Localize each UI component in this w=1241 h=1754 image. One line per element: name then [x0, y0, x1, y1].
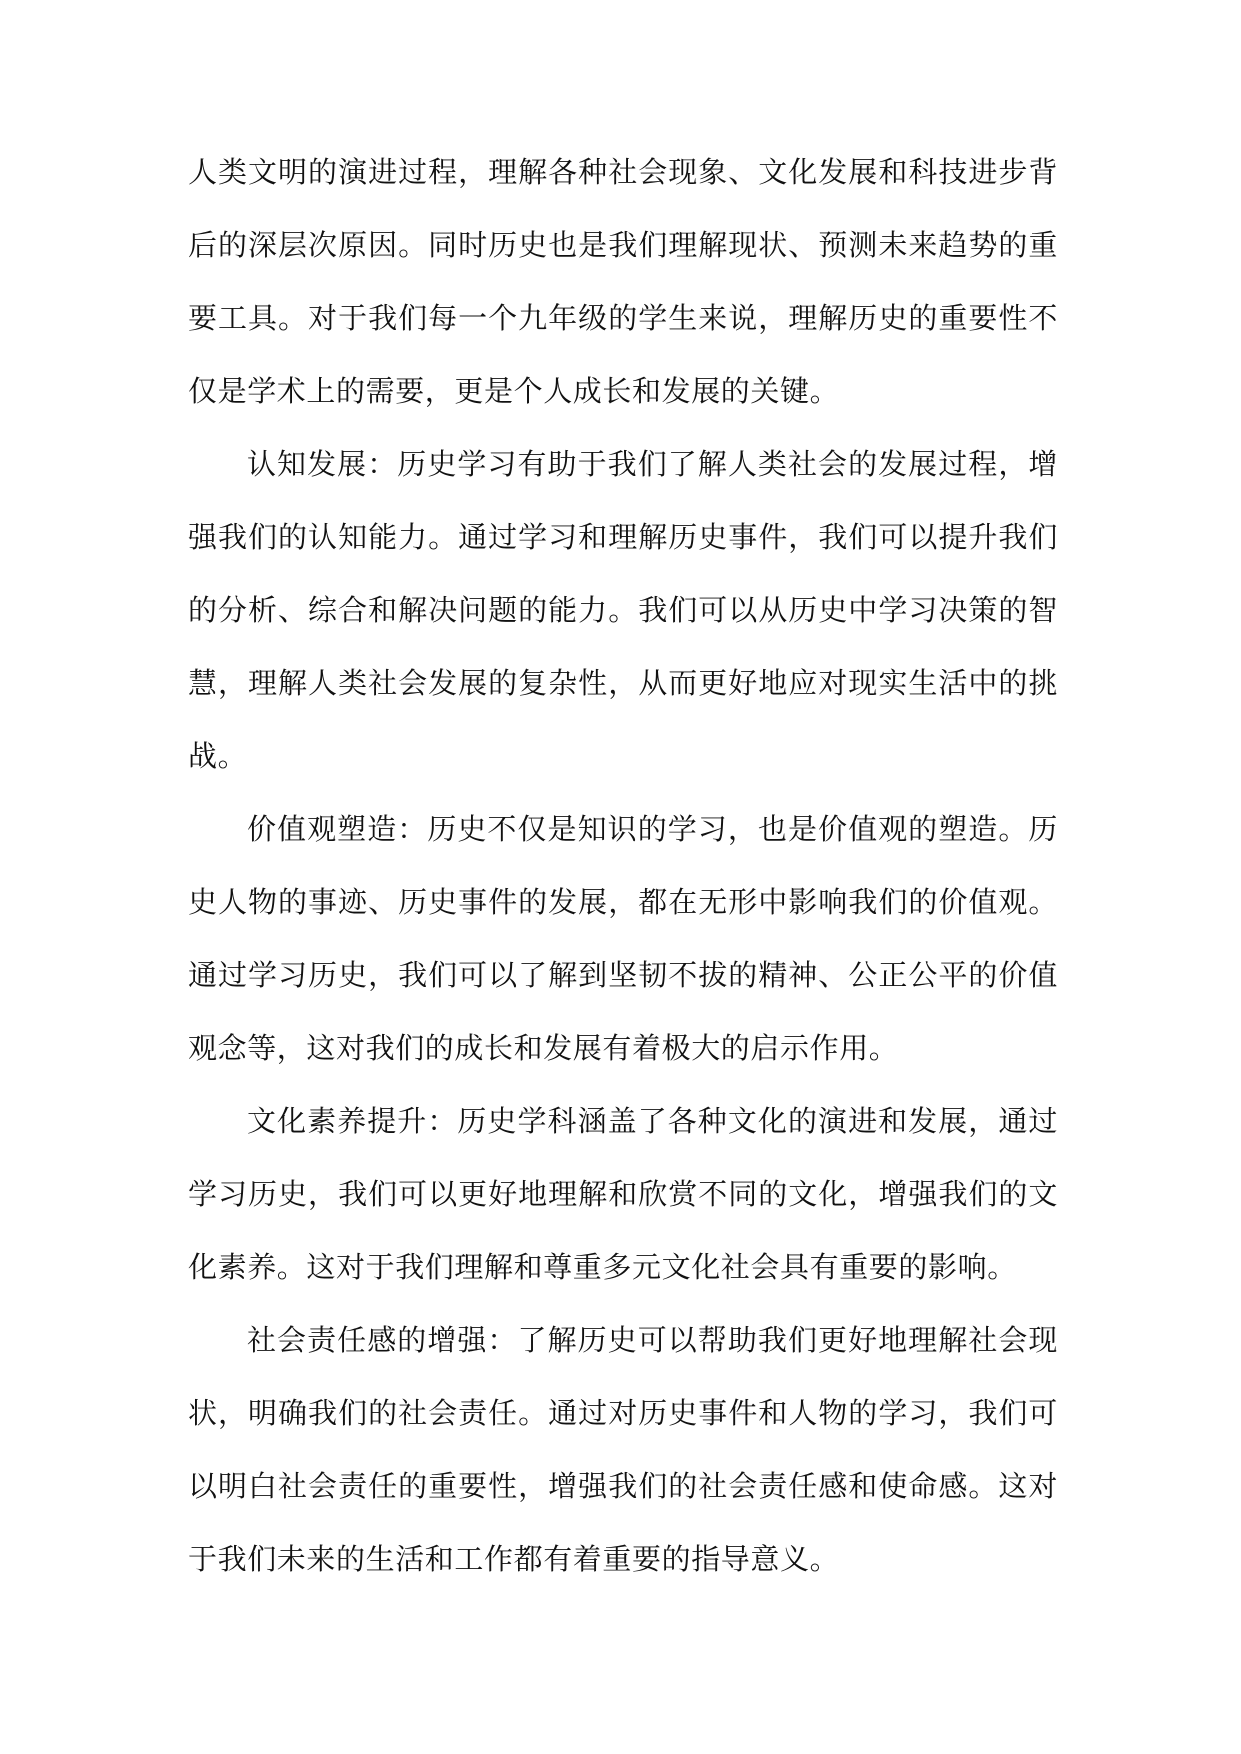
paragraph-cultural-literacy: 文化素养提升：历史学科涵盖了各种文化的演进和发展，通过学习历史，我们可以更好地理解和欣赏不同的文化，增强我们的文化素养。这对于我们理解和尊重多元文化社会具有重要的影响。 [188, 1104, 1058, 1284]
paragraph-intro-continuation: 人类文明的演进过程，理解各种社会现象、文化发展和科技进步背后的深层次原因。同时历史也是我们理解现状、预测未来趋势的重要工具。对于我们每一个九年级的学生来说，理解历史的重要性不仅是学术上的需要，更是个人成长和发展的关键。 [188, 155, 1058, 408]
document-body [188, 136, 1058, 1596]
paragraph-cognitive-development: 认知发展：历史学习有助于我们了解人类社会的发展过程，增强我们的认知能力。通过学习和理解历史事件，我们可以提升我们的分析、综合和解决问题的能力。我们可以从历史中学习决策的智慧，理解人类社会发展的复杂性，从而更好地应对现实生活中的挑战。 [188, 447, 1058, 773]
paragraph-social-responsibility: 社会责任感的增强：了解历史可以帮助我们更好地理解社会现状，明确我们的社会责任。通过对历史事件和人物的学习，我们可以明白社会责任的重要性，增强我们的社会责任感和使命感。这对于我们未来的生活和工作都有着重要的指导意义。 [188, 1323, 1058, 1576]
paragraph-values-shaping: 价值观塑造：历史不仅是知识的学习，也是价值观的塑造。历史人物的事迹、历史事件的发展，都在无形中影响我们的价值观。通过学习历史，我们可以了解到坚韧不拔的精神、公正公平的价值观念等，这对我们的成长和发展有着极大的启示作用。 [188, 812, 1058, 1065]
